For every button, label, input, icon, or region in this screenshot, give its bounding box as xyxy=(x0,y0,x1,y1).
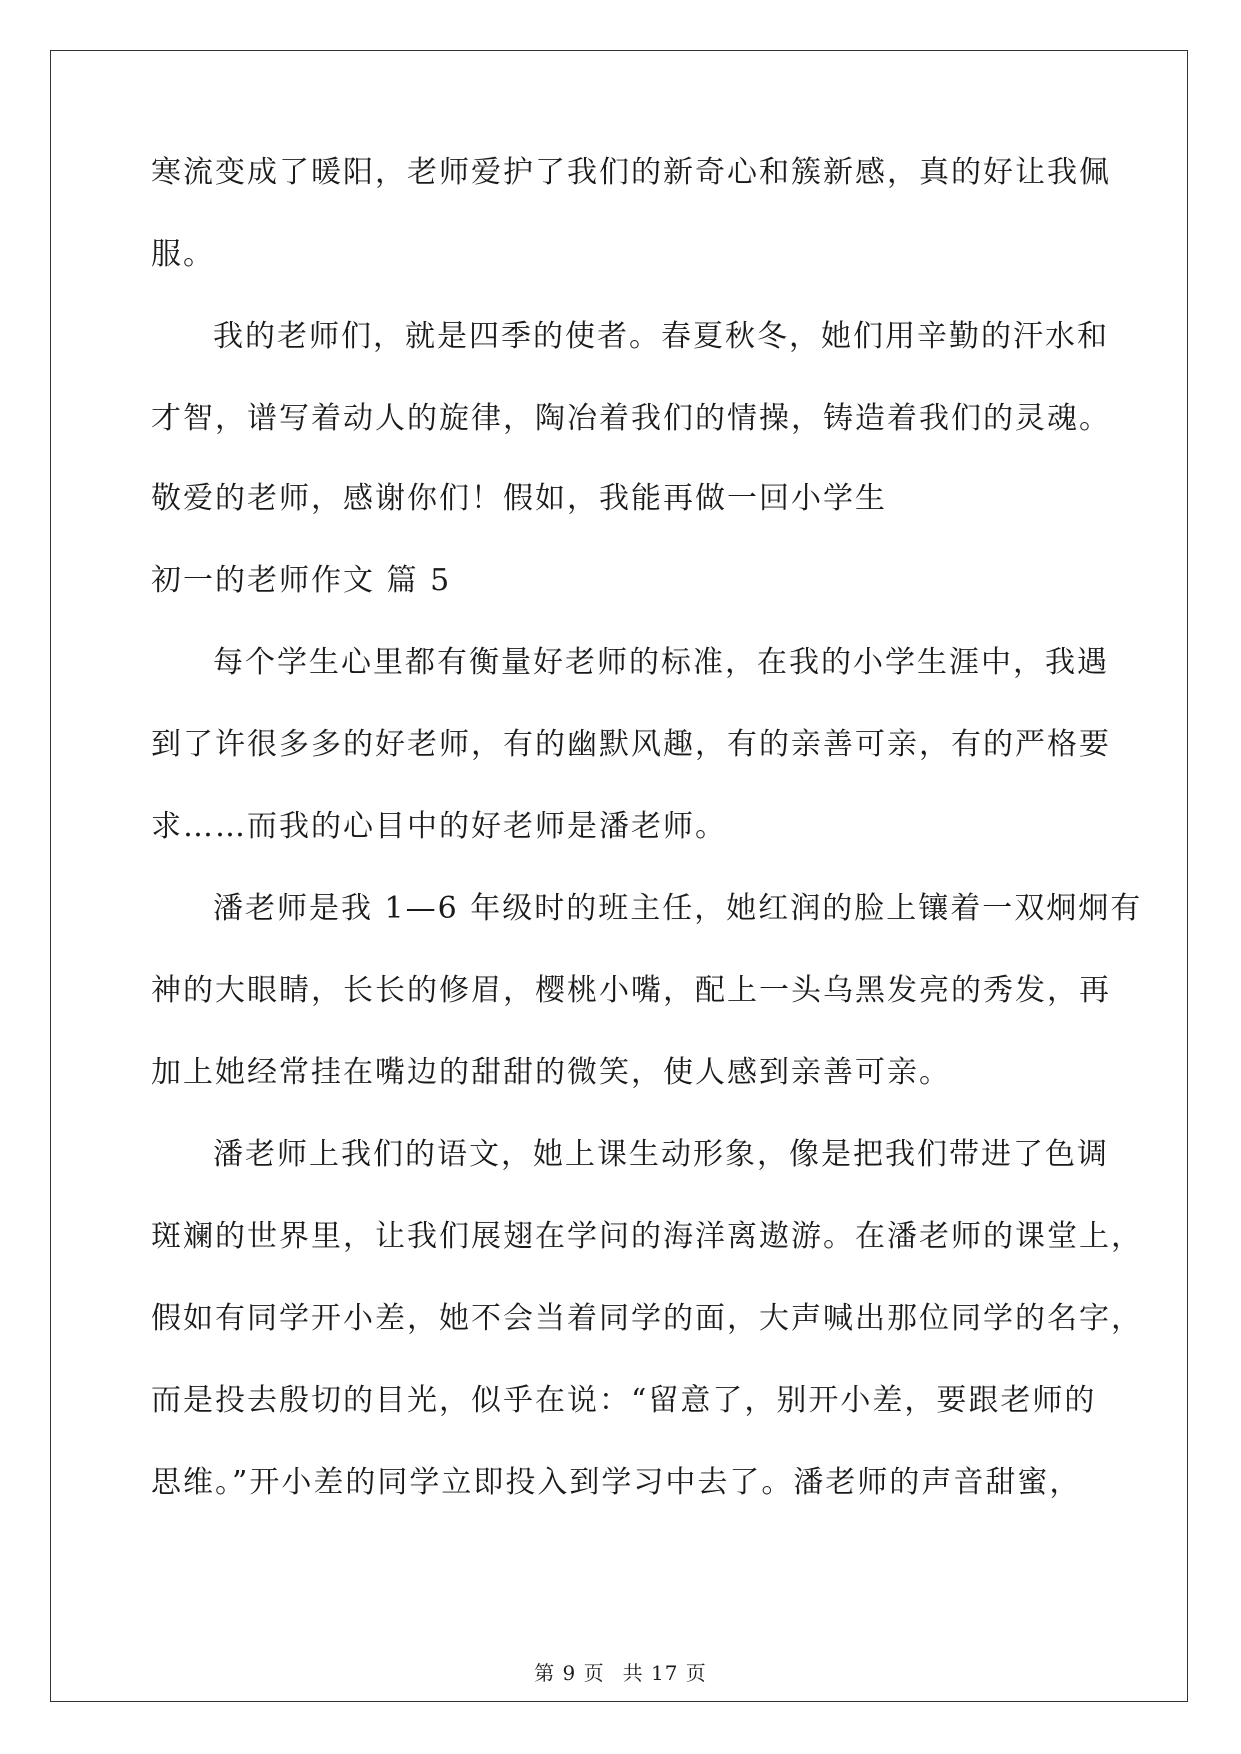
paragraph-start-line: 每个学生心里都有衡量好老师的标准，在我的小学生涯中，我遇 xyxy=(213,645,1109,680)
text-line: 加上她经常挂在嘴边的甜甜的微笑，使人感到亲善可亲。 xyxy=(151,1055,951,1090)
text-line: 求……而我的心目中的好老师是潘老师。 xyxy=(151,809,727,844)
paragraph-start-line: 我的老师们，就是四季的使者。春夏秋冬，她们用辛勤的汗水和 xyxy=(213,319,1109,354)
text-line: 敬爱的老师，感谢你们！假如，我能再做一回小学生 xyxy=(151,481,887,516)
page-footer xyxy=(0,1662,1241,1684)
text-line: 假如有同学开小差，她不会当着同学的面，大声喊出那位同学的名字， xyxy=(151,1301,1143,1336)
text-line: 才智，谱写着动人的旋律，陶冶着我们的情操，铸造着我们的灵魂。 xyxy=(151,401,1111,436)
text-line: 到了许很多多的好老师，有的幽默风趣，有的亲善可亲，有的严格要 xyxy=(151,727,1111,762)
page-total: 共 17 页 xyxy=(622,1661,707,1685)
section-heading: 初一的老师作文 篇 5 xyxy=(151,563,452,598)
paragraph-start-line: 潘老师上我们的语文，她上课生动形象，像是把我们带进了色调 xyxy=(213,1137,1109,1172)
text-line: 服。 xyxy=(151,237,215,272)
text-line: 寒流变成了暖阳，老师爱护了我们的新奇心和簇新感，真的好让我佩 xyxy=(151,155,1111,190)
text-line: 神的大眼睛，长长的修眉，樱桃小嘴，配上一头乌黑发亮的秀发，再 xyxy=(151,973,1111,1008)
text-line: 斑斓的世界里，让我们展翅在学问的海洋离遨游。在潘老师的课堂上， xyxy=(151,1219,1143,1254)
document-body xyxy=(151,155,1143,1500)
text-line: 而是投去殷切的目光，似乎在说：“留意了，别开小差，要跟老师的 xyxy=(151,1383,1097,1418)
page-number: 第 9 页 xyxy=(534,1661,605,1685)
paragraph-start-line: 潘老师是我 1—6 年级时的班主任，她红润的脸上镶着一双炯炯有 xyxy=(213,891,1143,926)
text-line: 思维。”开小差的同学立即投入到学习中去了。潘老师的声音甜蜜， xyxy=(151,1465,1082,1500)
